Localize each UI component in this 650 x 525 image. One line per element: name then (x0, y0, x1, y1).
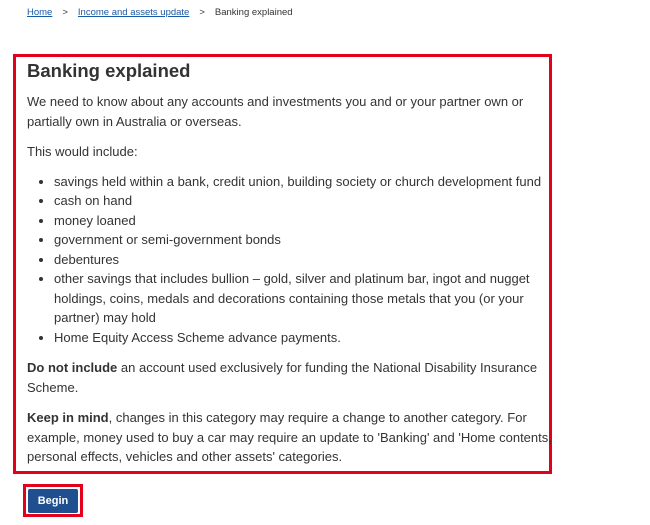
begin-highlight-frame (23, 484, 83, 517)
keep-in-mind-paragraph (27, 408, 557, 467)
do-not-include-paragraph (27, 358, 557, 397)
page-title: Banking explained (27, 60, 191, 81)
breadcrumb-home-link[interactable]: Home (27, 7, 53, 18)
breadcrumb-separator: > (199, 7, 205, 18)
breadcrumb-current: Banking explained (214, 7, 293, 18)
list-item: • money loaned (54, 211, 557, 231)
do-not-include-text: an account used exclusively for funding the National Disability Insurance Scheme. (27, 360, 538, 395)
list-item: • other savings that includes bullion – gold, silver and platinum bar, ingot and nugget holdings, coins, medals and decorations containing those metals that you (or your partner) may hold (54, 269, 557, 328)
keep-in-mind-text: , changes in this category may require a change to another category. For example, money used to buy a car may require an update to 'Banking' and 'Home contents, personal effects, vehicles and other assets' categories. (27, 410, 552, 464)
do-not-include-label: Do not include (27, 360, 118, 375)
include-list (27, 172, 557, 348)
include-lead: This would include: (27, 144, 138, 159)
list-item: • debentures (54, 250, 557, 270)
intro-paragraph: We need to know about any accounts and investments you and or your partner own or partially own in Australia or overseas. (27, 94, 524, 129)
begin-button[interactable]: Begin (28, 489, 78, 513)
breadcrumb-income-assets-link[interactable]: Income and assets update (77, 7, 190, 18)
list-item: • government or semi-government bonds (54, 230, 557, 250)
keep-in-mind-label: Keep in mind (27, 410, 109, 425)
breadcrumb-separator: > (62, 7, 68, 18)
banking-explained-section (27, 59, 557, 467)
list-item: • savings held within a bank, credit union, building society or church development fund (54, 172, 557, 192)
list-item: • cash on hand (54, 191, 557, 211)
breadcrumb (27, 7, 293, 18)
list-item: • Home Equity Access Scheme advance payments. (54, 328, 557, 348)
